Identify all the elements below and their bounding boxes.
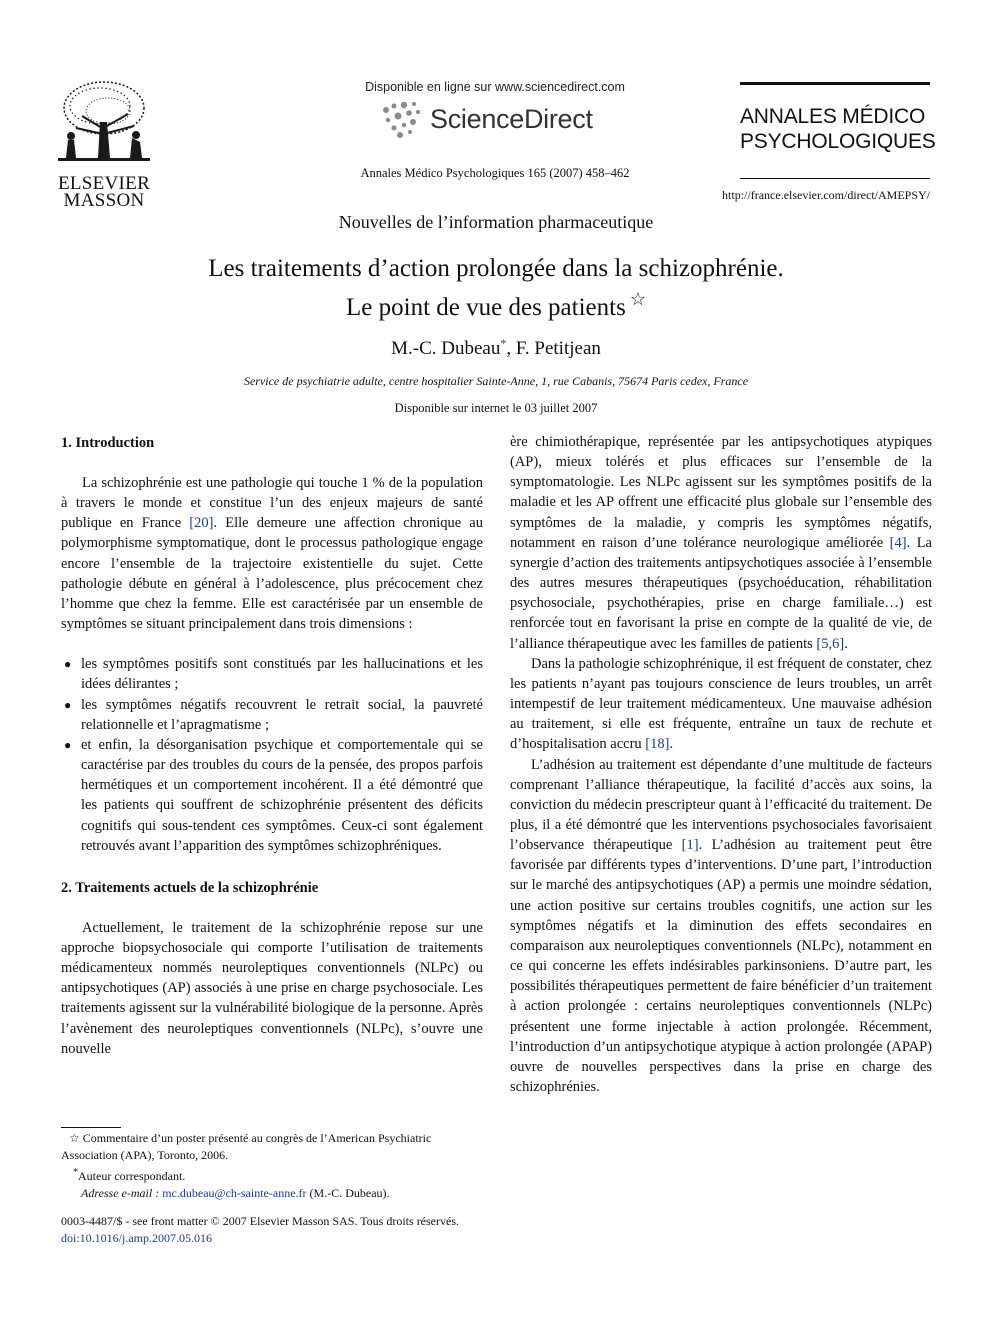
issn-copyright: 0003-4487/$ - see front matter © 2007 Elsevier Masson SAS. Tous droits réservés. (61, 1214, 459, 1228)
email-link[interactable]: mc.dubeau@ch-sainte-anne.fr (162, 1186, 307, 1200)
right-column (510, 432, 932, 1097)
title-line2-text: Le point de vue des patients (346, 294, 626, 321)
affiliation: Service de psychiatrie adulte, centre hospitalier Sainte-Anne, 1, rue Cabanis, 75674 Paris cedex, France (243, 374, 749, 388)
footnote-rule (61, 1127, 121, 1128)
section-label: Nouvelles de l’information pharmaceutique (338, 212, 654, 232)
journal-citation: Annales Médico Psychologiques 165 (2007) 458–462 (360, 166, 630, 180)
paragraph-intro (61, 473, 483, 634)
footnote-1-mark: ☆ (69, 1131, 80, 1145)
available-date: Disponible sur internet le 03 juillet 2007 (394, 401, 598, 415)
list-item: ● les symptômes négatifs recouvrent le retrait social, la pauvreté relationnelle et l’apragmatisme ; (61, 695, 483, 735)
journal-title-line1: ANNALES MÉDICO (740, 105, 926, 128)
author-2: F. Petitjean (515, 338, 601, 359)
footnote-1-text: Commentaire d’un poster présenté au congrès de l’American Psychiatric Association (APA), Toronto, 2006. (61, 1131, 432, 1162)
elsevier-tree-icon (52, 78, 156, 170)
journal-title (740, 104, 940, 154)
authors (0, 336, 992, 360)
doi-link[interactable]: doi:10.1016/j.amp.2007.05.016 (61, 1231, 212, 1245)
copyright-block (61, 1213, 661, 1247)
cont-text-c: . (844, 635, 848, 652)
journal-title-line2: PSYCHOLOGIQUES (740, 130, 936, 153)
intro-text-b: . Elle demeure une affection chronique au polymorphisme symptomatique, dont le processus pathologique engage encore l’ensemble de la trajectoire existentielle du sujet. Cette pathologie débute en général à l’adolescence, plus précocement chez l’homme que chez la femme. Elle est caractérisée par un ensemble de symptômes se situant principalement dans trois dimensions : (61, 515, 483, 633)
ref-5-6-link[interactable]: [5,6] (816, 635, 845, 652)
ref-18-link[interactable]: [18] (645, 736, 670, 753)
fac-text-b: . L’adhésion au traitement peut être favorisée par différents types d’interventions. D’une part, l’introduction sur le marché des antipsychotiques (AP) a permis une moindre sédation, une action positive sur certains troubles cognitifs, une action sur les symptômes négatifs et la diminution des effets secondaires en comparaison aux neuroleptiques conventionnels (NLPc), notamment en ce qui concerne les effets indésirables parkinsoniens. D’autre part, les possibilités thérapeutiques permettent de faire bénéficier d’un traitement à action prolongée : certains neuroleptiques conventionnels (NLPc) présentent une forme injectable à action prolongée. Récemment, l’introduction d’un antipsychotique atypique à action prolongée (APAP) ouvre de nouvelles perspectives dans la prise en charge des schizophrénies. (510, 837, 932, 1095)
title-line2 (100, 284, 892, 323)
footnote-2 (61, 1164, 483, 1185)
publisher-name: ELSEVIER (57, 173, 151, 194)
heading-introduction: 1. Introduction (61, 435, 155, 451)
intro-text-a: La schizophrénie est une pathologie qui touche 1 % de la population à travers le monde et constitue l’un des enjeux majeurs de santé publique en France (61, 475, 483, 532)
email-label: Adresse e-mail : (81, 1186, 160, 1200)
ref-4-link[interactable]: [4] (889, 534, 907, 551)
paragraph-treatments: Actuellement, le traitement de la schizophrénie repose sur une approche biopsychosociale qui comporte l’utilisation de traitements médicamenteux nommés neuroleptiques conventionnels (NLPc) ou antipsychotiques (AP) associés à une prise en charge psychosociale. Les traitements agissent sur la vulnérabilité biologique de la personne. Après l’avènement des neuroleptiques conventionnels (NLPc), s’ouvre une nouvelle (61, 919, 483, 1057)
paragraph-adherence-problem (510, 654, 932, 755)
publisher-name-2: MASSON (63, 190, 145, 211)
list-item: ● les symptômes positifs sont constitués par les hallucinations et les idées délirantes ; (61, 654, 483, 694)
sciencedirect-availability: Disponible en ligne sur www.sciencedirect.com (365, 80, 625, 94)
ref-20-link[interactable]: [20] (189, 515, 214, 532)
author-1-mark[interactable]: * (500, 336, 507, 350)
footnotes (61, 1130, 483, 1202)
author-separator: , (506, 338, 516, 359)
fac-text-a: L’adhésion au traitement est dépendante d’une multitude de facteurs comprenant l’alliance thérapeutique, la facilité d’accès aux soins, la conviction du médecin prescripteur quant à l’efficacité du traitement. De plus, il a été démontré que les interventions psychosociales favorisaient l’observance thérapeutique (510, 756, 932, 854)
title-line1: Les traitements d’action prolongée dans la schizophrénie. (208, 255, 784, 282)
footnote-1 (61, 1130, 483, 1164)
cont-text-a: ère chimiothérapique, représentée par les antipsychotiques atypiques (AP), mieux tolérés et plus efficaces sur l’ensemble de la symptomatologie. Les NLPc agissent sur les symptômes positifs de la maladie et les AP offrent une efficacité plus globale sur l’ensemble des symptômes de la maladie, y compris les symptômes négatifs, notamment en raison d’une tolérance neurologique améliorée (510, 434, 932, 551)
footnote-2-text: Auteur correspondant. (78, 1169, 186, 1183)
email-suffix: (M.-C. Dubeau). (309, 1186, 390, 1200)
sciencedirect-logo (378, 100, 628, 140)
journal-rule-top (740, 82, 930, 85)
article-title (100, 253, 892, 323)
author-1: M.-C. Dubeau (391, 338, 501, 359)
paragraph-continued (510, 432, 932, 654)
symptom-list (61, 654, 483, 856)
adh-text-a: Dans la pathologie schizophrénique, il est fréquent de constater, chez les patients n’ayant pas toujours conscience de leurs troubles, un arrêt intempestif de leur traitement médicamenteux. Une mauvaise adhésion au traitement, si elle est fréquente, entraîne un taux de rechute et d’hospitalisation accru (510, 655, 932, 753)
paragraph-adherence-factors (510, 755, 932, 1098)
cont-text-b: . La synergie d’action des traitements antipsychotiques associée à l’ensemble des autres mesures thérapeutiques (psychoéducation, réhabilitation psychosociale, psychothérapies, prise en charge familiale…) est renforcée tout en favorisant la prise en compte de la qualité de vie, de l’alliance thérapeutique avec les familles de patients (510, 534, 932, 652)
footnote-email (61, 1185, 483, 1202)
sciencedirect-name: ScienceDirect (430, 104, 593, 134)
elsevier-masson-logo (52, 78, 156, 211)
left-column (61, 433, 483, 1059)
list-item: ● et enfin, la désorganisation psychique et comportementale qui se caractérise par des troubles du cours de la pensée, des propos parfois hermétiques et un comportement incohérent. Il a été démontré que les patients qui souffrent de schizophrénie présentent des déficits cognitifs qui sous-tendent ces symptômes. Ceux-ci sont également retrouvés avant l’apparition des symptômes schizophréniques. (61, 735, 483, 856)
journal-rule-bottom (740, 178, 930, 179)
adh-text-b: . (669, 736, 674, 753)
sciencedirect-dots-icon (378, 100, 428, 140)
ref-1-link[interactable]: [1] (681, 837, 699, 854)
heading-current-treatments: 2. Traitements actuels de la schizophrénie (61, 879, 319, 896)
journal-url-link[interactable]: http://france.elsevier.com/direct/AMEPSY/ (722, 188, 930, 202)
title-footnote-mark[interactable]: ☆ (629, 289, 646, 309)
footnote-2-mark: * (73, 1167, 78, 1178)
